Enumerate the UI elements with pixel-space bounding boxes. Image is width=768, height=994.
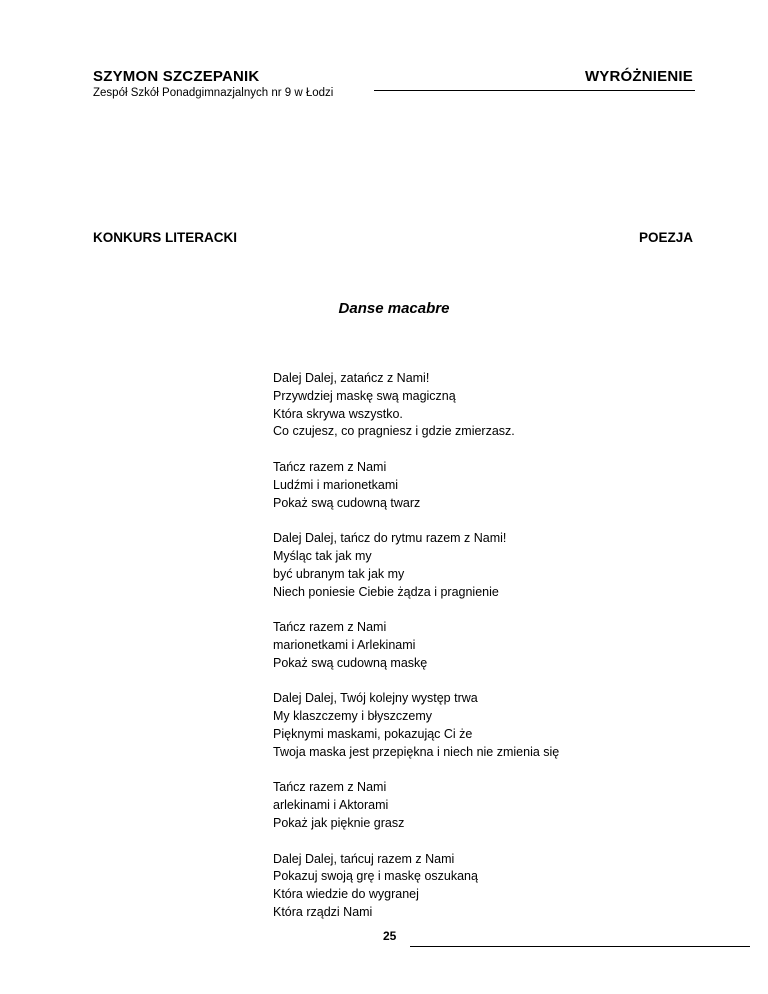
stanza (273, 370, 559, 441)
poem-line: Która skrywa wszystko. (273, 406, 403, 421)
poem-line: być ubranym tak jak my (273, 566, 405, 581)
category-label: POEZJA (638, 230, 693, 245)
poem-line: Która rządzi Nami (273, 904, 373, 919)
header-rule (374, 90, 695, 91)
poem-line: Dalej Dalej, tańcuj razem z Nami (273, 851, 455, 866)
poem-body (273, 370, 559, 922)
stanza (273, 779, 559, 832)
school-name: Zespół Szkół Ponadgimnazjalnych nr 9 w Łodzi (93, 87, 334, 99)
poem-line: Pięknymi maskami, pokazując Ci że (273, 726, 473, 741)
poem-line: Przywdziej maskę swą magiczną (273, 388, 456, 403)
stanza (273, 459, 559, 512)
page-number: 25 (383, 929, 397, 943)
poem-line: My klaszczemy i błyszczemy (273, 709, 433, 724)
poem-line: Niech poniesie Ciebie żądza i pragnienie (273, 584, 499, 599)
stanza (273, 530, 559, 601)
poem-line: Pokazuj swoją grę i maskę oszukaną (273, 869, 478, 884)
contest-label: KONKURS LITERACKI (93, 230, 237, 245)
poem-line: Dalej Dalej, Twój kolejny występ trwa (273, 691, 478, 706)
award-label: WYRÓŻNIENIE (584, 68, 693, 85)
poem-line: Pokaż swą cudowną twarz (273, 495, 421, 510)
stanza (273, 690, 559, 761)
poem-line: Co czujesz, co pragniesz i gdzie zmierzasz. (273, 424, 515, 439)
poem-title: Danse macabre (338, 300, 450, 317)
poem-line: Która wiedzie do wygranej (273, 887, 419, 902)
poem-line: marionetkami i Arlekinami (273, 637, 416, 652)
poem-line: Dalej Dalej, zatańcz z Nami! (273, 371, 430, 385)
poem-line: Myśląc tak jak my (273, 548, 372, 563)
stanza (273, 619, 559, 672)
poem-line: Pokaż jak pięknie grasz (273, 815, 405, 830)
poem-line: Dalej Dalej, tańcz do rytmu razem z Nami! (273, 531, 507, 546)
poem-line: Tańcz razem z Nami (273, 620, 387, 635)
poem-line: Ludźmi i marionetkami (273, 477, 399, 492)
stanza (273, 851, 559, 922)
poem-line: Tańcz razem z Nami (273, 780, 387, 795)
poem-line: arlekinami i Aktorami (273, 798, 389, 813)
poem-line: Tańcz razem z Nami (273, 459, 387, 474)
poem-line: Twoja maska jest przepiękna i niech nie zmienia się (273, 744, 560, 759)
author-name: SZYMON SZCZEPANIK (93, 68, 260, 85)
poem-line: Pokaż swą cudowną maskę (273, 655, 428, 670)
footer-rule (410, 946, 750, 947)
